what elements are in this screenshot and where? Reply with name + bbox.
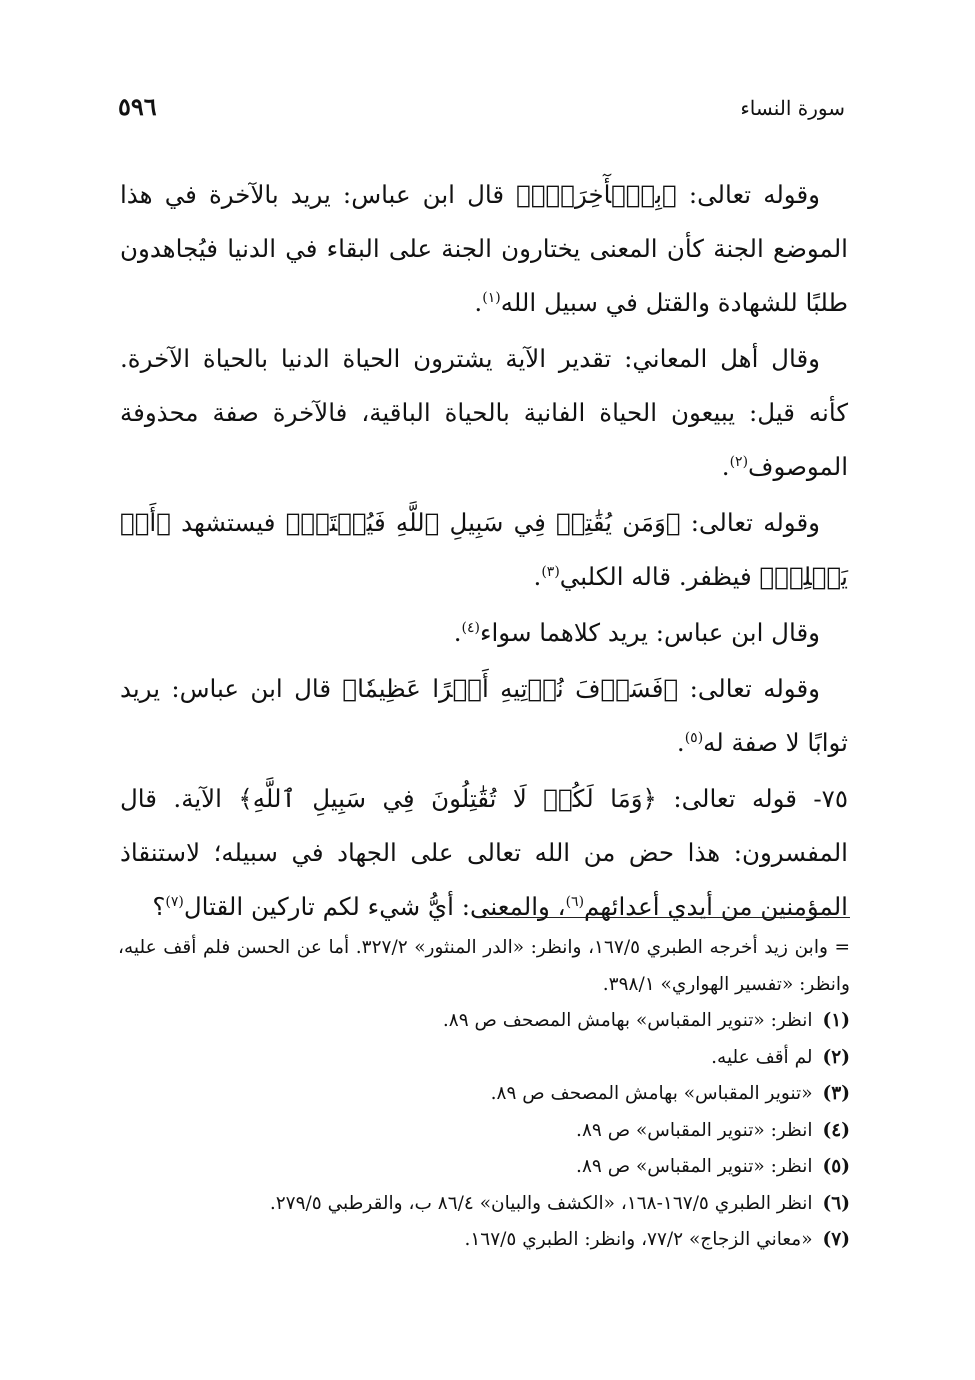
paragraph xyxy=(120,662,848,770)
page-number: ٥٩٦ xyxy=(118,92,157,121)
paragraph-text: وقوله تعالى: ﴿بِٱلۡأٓخِرَةِۚ﴾ قال ابن عباس: يريد بالآخرة في هذا الموضع الجنة كأن المعنى يختارون الجنة على البقاء في الدنيا فيُجاهدون طلبًا للشهادة والقتل في سبيل الله xyxy=(120,180,848,317)
footnote xyxy=(118,1149,850,1186)
surah-title: سورة النساء xyxy=(740,96,845,120)
footnote xyxy=(118,1113,850,1150)
paragraph xyxy=(120,772,848,934)
paragraph xyxy=(120,606,848,660)
running-head xyxy=(118,92,845,121)
footnote xyxy=(118,1003,850,1040)
footnote xyxy=(118,1076,850,1113)
footnote-separator xyxy=(478,917,850,918)
footnote-text: لم أقف عليه. xyxy=(711,1046,813,1068)
footnote xyxy=(118,1186,850,1223)
footnote-text: انظر الطبري ١٦٧/٥-١٦٨، «الكشف والبيان» ٨٦/٤ ب، والقرطبي ٢٧٩/٥. xyxy=(269,1192,813,1214)
footnote-continuation: = وابن زيد أخرجه الطبري ١٦٧/٥، وانظر: «الدر المنثور» ٣٢٧/٢. أما عن الحسن فلم أقف عليه، وانظر: «تفسير الهواري» ٣٩٨/١. xyxy=(118,937,850,995)
footnote-text: انظر: «تنوير المقباس» ص ٨٩. xyxy=(576,1156,813,1177)
paragraph-text: وقال ابن عباس: يريد كلاهما سواء xyxy=(479,618,820,647)
paragraph-text-continued: ، والمعنى: أيُّ شيء لكم تاركين القتال xyxy=(183,892,566,921)
main-text xyxy=(120,168,848,936)
paragraph-text: ٧٥- قوله تعالى: ﴿وَمَا لَكُمۡ لَا تُقَٰتِلُونَ فِي سَبِيلِ ٱللَّهِ﴾ الآية. قال المفسرون: هذا حض من الله تعالى على الجهاد في سبيله؛ لاستنقاذ المؤمنين من أيدي أعدائهم xyxy=(120,784,848,921)
footnote xyxy=(118,1222,850,1259)
paragraph-end: . xyxy=(533,562,542,591)
footnote-ref: (١) xyxy=(482,289,501,306)
footnote-ref: (٧) xyxy=(165,893,184,910)
footnote-text: انظر: «تنوير المقباس» بهامش المصحف ص ٨٩. xyxy=(442,1010,813,1031)
paragraph-end: . xyxy=(474,288,483,317)
paragraph-end: ؟ xyxy=(152,892,166,921)
footnote-ref: (٢) xyxy=(729,453,749,470)
footnote-text: «معاني الزجاج» ٧٧/٢، وانظر: الطبري ١٦٧/٥. xyxy=(464,1229,813,1250)
footnote-ref: (٥) xyxy=(684,729,704,746)
paragraph-end: . xyxy=(453,618,462,647)
paragraph xyxy=(120,332,848,494)
paragraph-text: وقوله تعالى: ﴿وَمَن يُقَٰتِلۡ فِي سَبِيلِ ٱللَّهِ فَيُقۡتَلۡ﴾ فيستشهد ﴿أَوۡ يَغۡلِبۡ﴾ فيظفر. قاله الكلبي xyxy=(120,508,848,591)
paragraph-text: وقال أهل المعاني: تقدير الآية يشترون الحياة الدنيا بالحياة الآخرة. كأنه قيل: يبيعون الحياة الفانية بالحياة الباقية، فالآخرة صفة محذوفة الموصوف xyxy=(120,344,848,481)
paragraph-text: وقوله تعالى: ﴿فَسَوۡفَ نُؤۡتِيهِ أَجۡرًا عَظِيمٗا﴾ قال ابن عباس: يريد ثوابًا لا صفة له xyxy=(120,674,848,757)
footnote-ref: (٤) xyxy=(461,619,480,636)
footnotes xyxy=(118,930,850,1259)
footnote-ref: (٦) xyxy=(565,893,585,910)
footnote-number: (٤) xyxy=(822,1119,850,1141)
paragraph xyxy=(120,496,848,604)
footnote-number: (١) xyxy=(822,1010,850,1031)
footnote-number: (٥) xyxy=(822,1156,850,1177)
footnote-number: (٢) xyxy=(822,1046,850,1068)
footnote xyxy=(118,1040,850,1077)
paragraph xyxy=(120,168,848,330)
footnote-ref: (٣) xyxy=(541,563,560,580)
paragraph-end: . xyxy=(721,452,730,481)
footnote-number: (٣) xyxy=(822,1083,850,1104)
paragraph-end: . xyxy=(676,728,685,757)
footnote-number: (٦) xyxy=(822,1192,850,1214)
footnote-number: (٧) xyxy=(822,1229,850,1250)
footnote-text: انظر: «تنوير المقباس» ص ٨٩. xyxy=(576,1119,813,1141)
footnote-text: «تنوير المقباس» بهامش المصحف ص ٨٩. xyxy=(490,1083,813,1104)
